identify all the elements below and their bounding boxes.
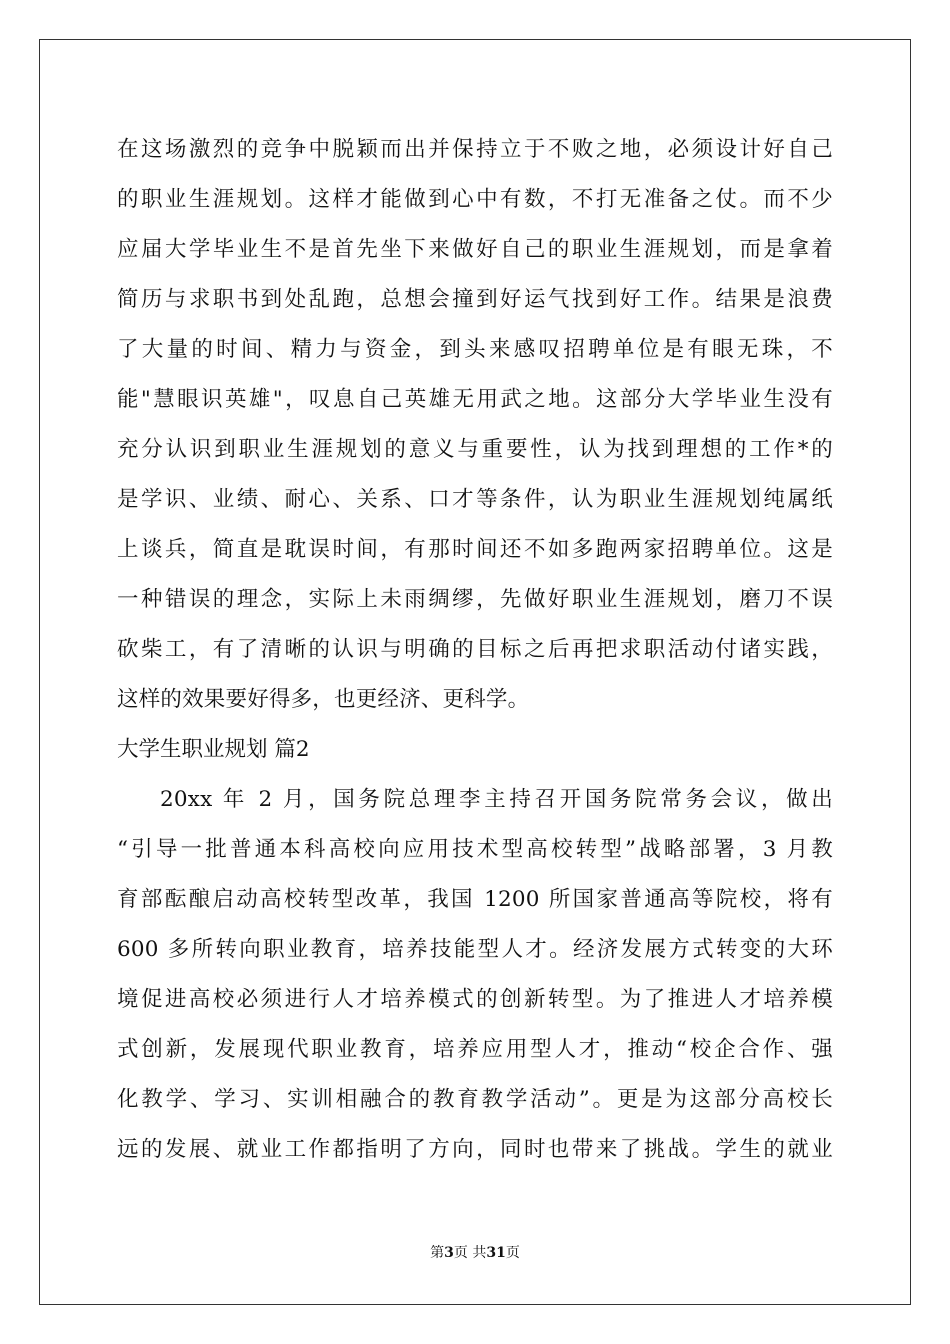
body-line: 化教学、学习、实训相融合的教育教学活动”。更是为这部分高校长	[117, 1087, 833, 1112]
body-line: 了大量的时间、精力与资金，到头来感叹招聘单位是有眼无珠，不	[117, 337, 833, 362]
body-line: 在这场激烈的竞争中脱颖而出并保持立于不败之地，必须设计好自己	[117, 137, 833, 162]
page-current: 3	[444, 1245, 454, 1261]
body-line: 上谈兵，简直是耽误时间，有那时间还不如多跑两家招聘单位。这是	[117, 537, 833, 562]
body-line: 的职业生涯规划。这样才能做到心中有数，不打无准备之仗。而不少	[117, 187, 833, 212]
body-line: 应届大学毕业生不是首先坐下来做好自己的职业生涯规划，而是拿着	[117, 237, 833, 262]
body-line: 这样的效果要好得多，也更经济、更科学。	[117, 687, 530, 712]
page-total: 31	[486, 1245, 506, 1261]
page-number-footer	[0, 1243, 950, 1263]
section-heading: 大学生职业规划 篇2	[117, 737, 310, 762]
body-line: 远的发展、就业工作都指明了方向，同时也带来了挑战。学生的就业	[117, 1137, 833, 1162]
body-line: 充分认识到职业生涯规划的意义与重要性，认为找到理想的工作*的	[117, 437, 833, 462]
body-line: 砍柴工，有了清晰的认识与明确的目标之后再把求职活动付诸实践，	[117, 637, 833, 662]
body-line: 是学识、业绩、耐心、关系、口才等条件，认为职业生涯规划纯属纸	[117, 487, 833, 512]
body-line: 一种错误的理念，实际上未雨绸缪，先做好职业生涯规划，磨刀不误	[117, 587, 833, 612]
page-prefix: 第	[430, 1245, 445, 1261]
body-line: 境促进高校必须进行人才培养模式的创新转型。为了推进人才培养模	[117, 987, 833, 1012]
body-line: “引导一批普通本科高校向应用技术型高校转型”战略部署，3 月教	[117, 837, 833, 862]
body-line: 20xx 年 2 月，国务院总理李主持召开国务院常务会议，做出	[160, 787, 833, 812]
page-suffix: 页	[505, 1245, 520, 1261]
body-line: 简历与求职书到处乱跑，总想会撞到好运气找到好工作。结果是浪费	[117, 287, 833, 312]
body-line: 能"慧眼识英雄"，叹息自己英雄无用武之地。这部分大学毕业生没有	[117, 387, 833, 412]
body-line: 600 多所转向职业教育，培养技能型人才。经济发展方式转变的大环	[117, 937, 833, 962]
body-line: 育部酝酿启动高校转型改革，我国 1200 所国家普通高等院校，将有	[117, 887, 833, 912]
page-frame	[39, 39, 911, 1305]
body-line: 式创新，发展现代职业教育，培养应用型人才，推动“校企合作、强	[117, 1037, 833, 1062]
page-mid: 页 共	[453, 1245, 487, 1261]
